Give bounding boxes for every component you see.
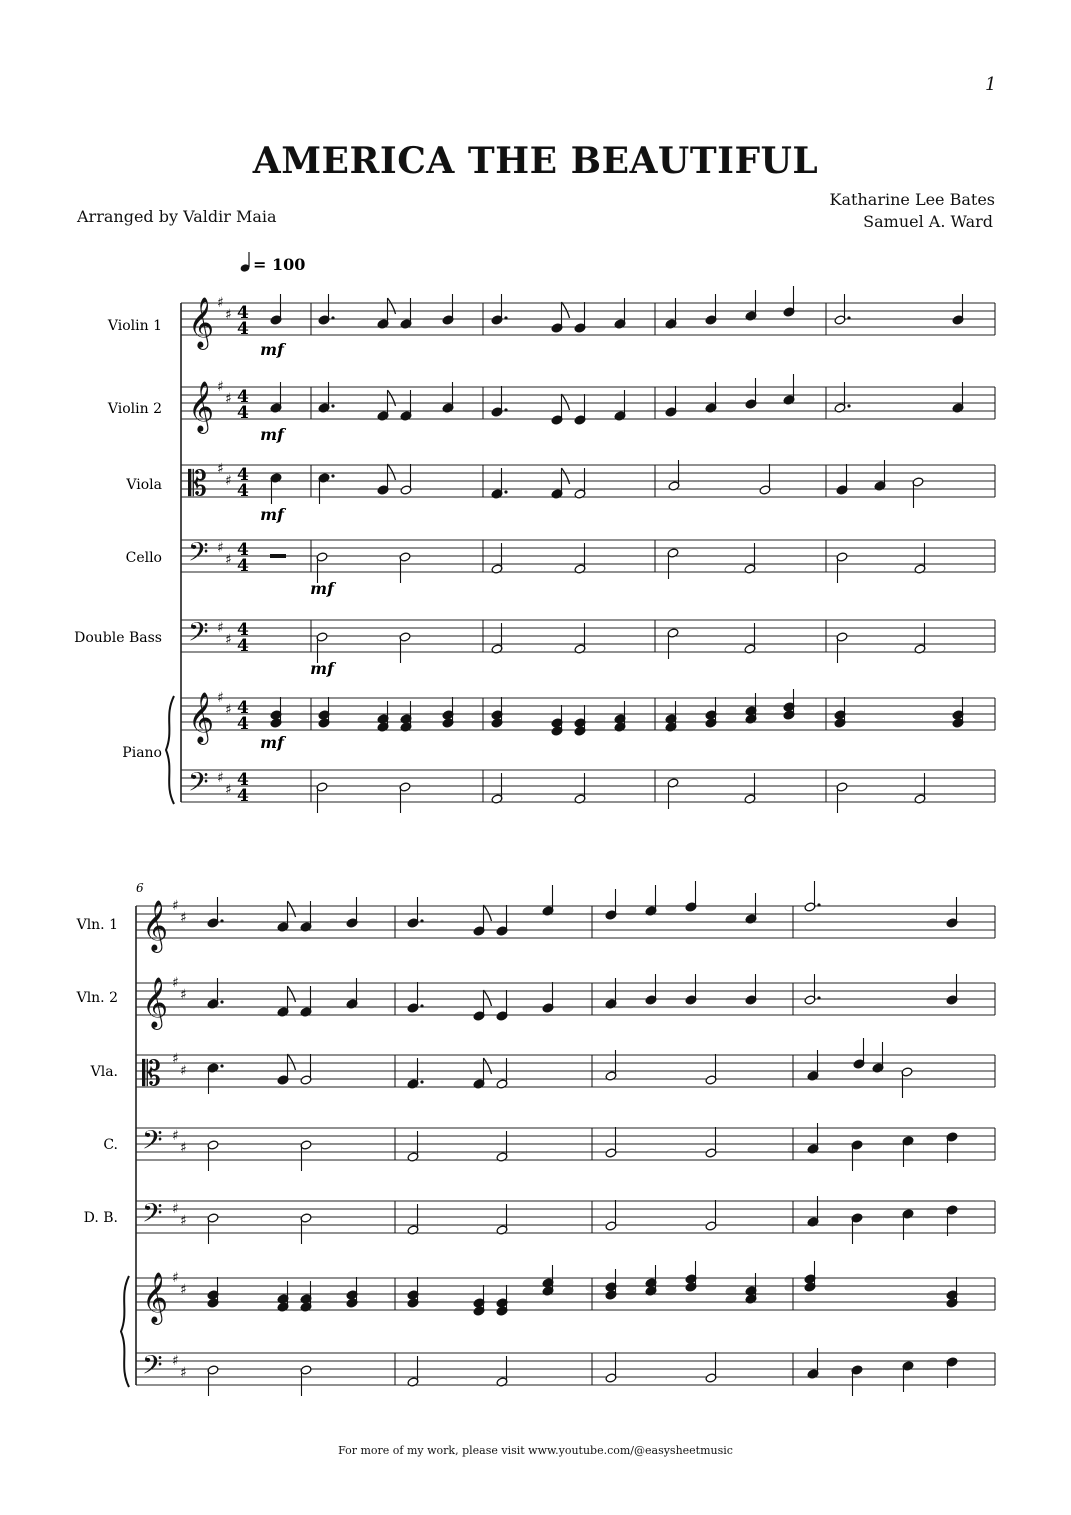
instrument-name: D. B. [83,1210,118,1226]
bass-clef-icon: 𝄢 [142,1124,163,1162]
key-sharp: ♯ [180,910,187,926]
key-sharp: ♯ [180,1140,187,1156]
note-flag [562,394,570,410]
dynamic-mark: mf [260,425,284,444]
key-sharp: ♯ [225,552,232,568]
tempo-text: = 100 [253,255,306,274]
bass-clef-icon: 𝄢 [188,616,209,654]
dot [420,1004,423,1007]
time-signature: 4 [237,786,249,806]
instrument-name: Violin 1 [107,318,162,334]
time-signature: 4 [237,620,249,640]
key-sharp: ♯ [180,1282,187,1298]
dynamic-mark: mf [310,579,334,598]
dot [331,404,334,407]
key-sharp: ♯ [225,702,232,718]
key-sharp: ♯ [217,540,224,556]
dynamic-mark: mf [260,733,284,752]
system-2 [76,881,995,1396]
time-signature: 4 [237,481,249,501]
tempo-marking [240,252,306,274]
instrument-name: Piano [122,745,162,761]
measure-number: 6 [136,881,144,895]
time-signature: 4 [237,319,249,339]
bass-clef-icon: 𝄢 [142,1197,163,1235]
note-flag [288,901,296,917]
note-flag [288,986,296,1002]
key-sharp: ♯ [172,975,179,991]
dot [220,919,223,922]
key-sharp: ♯ [180,1213,187,1229]
key-sharp: ♯ [225,391,232,407]
key-sharp: ♯ [217,461,224,477]
key-sharp: ♯ [217,295,224,311]
dot [220,1000,223,1003]
composer-credit: Samuel A. Ward [863,212,993,231]
key-sharp: ♯ [180,987,187,1003]
dot [504,408,507,411]
instrument-name: Viola [126,477,162,493]
arranger-credit: Arranged by Valdir Maia [77,207,277,226]
bass-clef-icon: 𝄢 [142,1349,163,1387]
key-sharp: ♯ [172,898,179,914]
key-sharp: ♯ [172,1128,179,1144]
key-sharp: ♯ [172,1270,179,1286]
instrument-name: Vln. 1 [76,917,118,933]
key-sharp: ♯ [225,632,232,648]
whole-rest [270,554,286,558]
key-sharp: ♯ [172,1051,179,1067]
key-sharp: ♯ [172,1353,179,1369]
piano-brace [166,696,174,804]
note-flag [484,905,492,921]
instrument-name: Vln. 2 [76,990,118,1006]
key-sharp: ♯ [217,770,224,786]
alto-clef-icon: 𝄡 [142,1054,161,1094]
key-sharp: ♯ [180,1063,187,1079]
key-sharp: ♯ [217,690,224,706]
treble-clef-icon: 𝄞 [188,692,215,743]
dot [817,996,820,999]
time-signature: 4 [237,387,249,407]
dot [817,903,820,906]
note-flag [388,390,396,406]
dynamic-mark: mf [260,340,284,359]
instrument-name: C. [103,1137,118,1153]
dot [420,919,423,922]
key-sharp: ♯ [180,1365,187,1381]
dot [220,1064,223,1067]
score-title: AMERICA THE BEAUTIFUL [252,140,819,182]
key-sharp: ♯ [172,1201,179,1217]
bass-clef-icon: 𝄢 [188,766,209,804]
instrument-name: Vla. [90,1064,118,1080]
key-sharp: ♯ [217,620,224,636]
time-signature: 4 [237,403,249,423]
dot [504,490,507,493]
time-signature: 4 [237,556,249,576]
treble-clef-icon: 𝄞 [188,381,215,432]
time-signature: 4 [237,698,249,718]
note-flag [562,302,570,318]
key-sharp: ♯ [225,473,232,489]
note-flag [388,464,396,480]
dynamic-mark: mf [310,659,334,678]
treble-clef-icon: 𝄞 [142,900,169,951]
treble-clef-icon: 𝄞 [142,1272,169,1323]
time-signature: 4 [237,465,249,485]
dot [420,1080,423,1083]
dot [847,316,850,319]
time-signature: 4 [237,770,249,790]
time-signature: 4 [237,636,249,656]
instrument-name: Cello [125,550,162,566]
dot [331,316,334,319]
lyricist-credit: Katharine Lee Bates [829,190,995,209]
system-1 [74,286,995,813]
note-flag [388,298,396,314]
time-signature: 4 [237,540,249,560]
key-sharp: ♯ [225,782,232,798]
footer-text: For more of my work, please visit www.youtube.com/@easysheetmusic [338,1444,733,1457]
key-sharp: ♯ [217,379,224,395]
time-signature: 4 [237,303,249,323]
dynamic-mark: mf [260,505,284,524]
instrument-name: Double Bass [74,630,162,646]
time-signature: 4 [237,714,249,734]
alto-clef-icon: 𝄡 [188,464,207,504]
treble-clef-icon: 𝄞 [188,297,215,348]
page-number: 1 [985,74,997,95]
treble-clef-icon: 𝄞 [142,977,169,1028]
instrument-name: Violin 2 [107,401,162,417]
note-flag [562,468,570,484]
note-flag [484,990,492,1006]
note-flag [484,1058,492,1074]
piano-brace [121,1276,129,1387]
dot [504,316,507,319]
note-flag [288,1054,296,1070]
dot [847,404,850,407]
dot [331,474,334,477]
bass-clef-icon: 𝄢 [188,536,209,574]
key-sharp: ♯ [225,307,232,323]
